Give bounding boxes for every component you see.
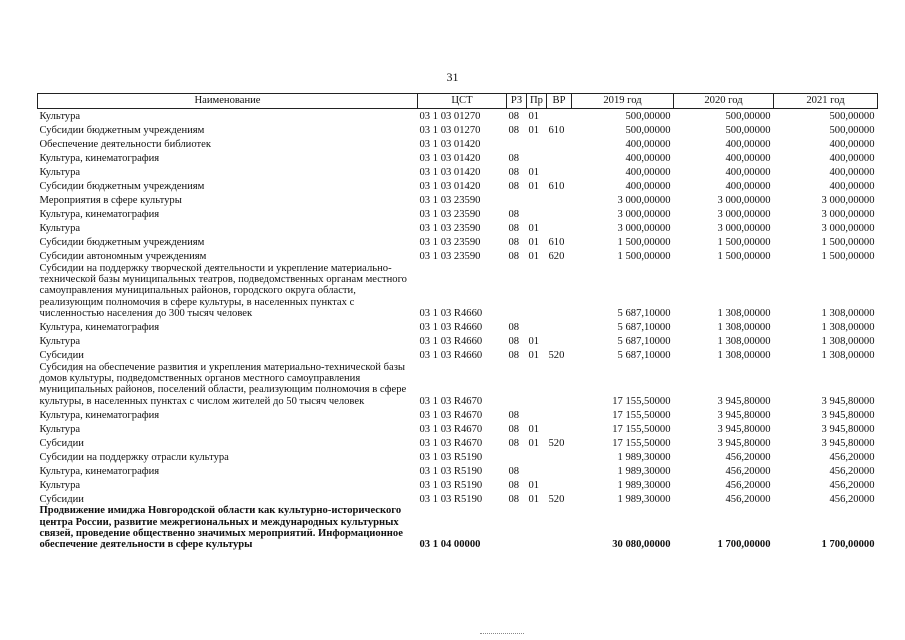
row-rz-cell: 08 [508, 409, 520, 421]
row-2019-cell: 3 000,00000 [617, 223, 671, 235]
row-2021-cell: 3 945,80000 [821, 423, 875, 435]
table-row [38, 334, 878, 348]
row-vr-cell [547, 421, 572, 435]
row-2020-cell: 1 308,00000 [717, 308, 771, 320]
row-cst-cell: 03 1 03 01270 [419, 125, 481, 137]
table-row [38, 249, 878, 263]
table-row [38, 221, 878, 235]
row-pr-cell [527, 449, 547, 463]
row-2019-cell: 400,00000 [625, 139, 671, 151]
table-row [38, 193, 878, 207]
row-rz-cell: 08 [508, 336, 520, 348]
table-row [38, 477, 878, 491]
row-2021-cell: 1 500,00000 [821, 251, 875, 263]
row-cst-cell: 03 1 03 01420 [419, 153, 481, 165]
row-2021-cell: 400,00000 [829, 153, 875, 165]
row-name-cell: Культура, кинематография [39, 153, 160, 165]
row-pr-cell [527, 263, 547, 320]
row-cst-cell: 03 1 03 R4670 [419, 423, 483, 435]
row-vr-cell: 520 [548, 350, 565, 362]
row-2019-cell: 1 989,30000 [617, 451, 671, 463]
row-2020-cell: 3 000,00000 [717, 195, 771, 207]
row-pr-cell: 01 [528, 167, 540, 179]
row-vr-cell [547, 137, 572, 151]
row-pr-cell [527, 320, 547, 334]
row-2020-cell: 3 945,80000 [717, 409, 771, 421]
page-number: 31 [446, 70, 459, 84]
header-2019: 2019 год [572, 94, 674, 109]
table-row [38, 179, 878, 193]
row-2019-cell: 5 687,10000 [617, 308, 671, 320]
table-row [38, 151, 878, 165]
row-vr-cell [547, 207, 572, 221]
row-name-cell: Субсидии на поддержку отрасли культура [39, 451, 229, 463]
row-name-cell: Культура, кинематография [39, 209, 160, 221]
row-2021-cell: 456,20000 [829, 465, 875, 477]
row-rz-cell: 08 [508, 125, 520, 137]
table-row [38, 320, 878, 334]
row-2020-cell: 3 000,00000 [717, 223, 771, 235]
row-name-cell: Культура [39, 336, 81, 348]
row-name-cell: Субсидии бюджетным учреждениям [39, 181, 205, 193]
row-pr-cell: 01 [528, 125, 540, 137]
row-cst-cell: 03 1 03 01270 [419, 111, 481, 123]
row-2020-cell: 1 308,00000 [717, 350, 771, 362]
row-vr-cell: 520 [548, 493, 565, 505]
row-name-cell: Культура [39, 223, 81, 235]
row-pr-cell: 01 [528, 479, 540, 491]
row-2019-cell: 5 687,10000 [617, 336, 671, 348]
row-cst-cell: 03 1 03 01420 [419, 139, 481, 151]
row-name-cell: Субсидии [39, 350, 84, 362]
row-name-cell: Субсидии бюджетным учреждениям [39, 237, 205, 249]
row-cst-cell: 03 1 03 R5190 [419, 479, 483, 491]
row-pr-cell [527, 193, 547, 207]
table-row [38, 491, 878, 505]
row-2019-cell: 400,00000 [625, 181, 671, 193]
row-2021-cell: 3 000,00000 [821, 223, 875, 235]
row-rz-cell [507, 193, 527, 207]
row-cst-cell: 03 1 03 01420 [419, 167, 481, 179]
row-pr-cell: 01 [528, 493, 540, 505]
row-cst-cell: 03 1 04 00000 [419, 539, 481, 551]
row-name-cell: Обеспечение деятельности библиотек [39, 139, 211, 151]
row-2019-cell: 1 500,00000 [617, 251, 671, 263]
row-pr-cell: 01 [528, 437, 540, 449]
row-rz-cell: 08 [508, 153, 520, 165]
row-2019-cell: 1 989,30000 [617, 493, 671, 505]
row-vr-cell: 520 [548, 437, 565, 449]
row-2020-cell: 3 945,80000 [717, 423, 771, 435]
row-cst-cell: 03 1 03 R4660 [419, 336, 483, 348]
row-2019-cell: 17 155,50000 [612, 437, 671, 449]
row-2020-cell: 456,20000 [725, 493, 771, 505]
row-cst-cell: 03 1 03 R4670 [419, 395, 483, 407]
row-vr-cell: 610 [548, 125, 565, 137]
row-rz-cell [507, 263, 527, 320]
row-name-cell: Субсидия на обеспечение развития и укрепления материально-технической базы домов культуры, подведомственных органов местного самоуправления муниципальных районов, поселений области, реализующим полномочия в сфере культуры, в населенных пунктах с числом жителей до 50 тысяч человек [39, 361, 407, 407]
row-vr-cell [547, 407, 572, 421]
row-2019-cell: 5 687,10000 [617, 322, 671, 334]
row-2020-cell: 500,00000 [725, 111, 771, 123]
row-2020-cell: 400,00000 [725, 181, 771, 193]
row-name-cell: Культура, кинематография [39, 322, 160, 334]
row-rz-cell [507, 137, 527, 151]
row-2019-cell: 3 000,00000 [617, 195, 671, 207]
row-2020-cell: 3 000,00000 [717, 209, 771, 221]
row-2020-cell: 1 500,00000 [717, 237, 771, 249]
row-rz-cell: 08 [508, 322, 520, 334]
row-cst-cell: 03 1 03 R5190 [419, 451, 483, 463]
table-row [38, 263, 878, 320]
row-pr-cell: 01 [528, 336, 540, 348]
row-vr-cell [547, 109, 572, 123]
row-vr-cell [547, 334, 572, 348]
table-row [38, 207, 878, 221]
row-2021-cell: 400,00000 [829, 167, 875, 179]
row-pr-cell: 01 [528, 251, 540, 263]
row-2019-cell: 500,00000 [625, 125, 671, 137]
row-name-cell: Продвижение имиджа Новгородской области как культурно-исторического центра России, развитие межрегиональных и международных культурных связей, проведение общественно значимых мероприятий. Информационное обеспечение деятельности в сфере культуры [39, 505, 403, 551]
row-2020-cell: 1 500,00000 [717, 251, 771, 263]
row-2020-cell: 1 308,00000 [717, 336, 771, 348]
row-2020-cell: 1 308,00000 [717, 322, 771, 334]
row-vr-cell [547, 263, 572, 320]
row-2021-cell: 3 945,80000 [821, 409, 875, 421]
row-rz-cell [507, 362, 527, 408]
row-2019-cell: 1 500,00000 [617, 237, 671, 249]
row-pr-cell: 01 [528, 350, 540, 362]
row-cst-cell: 03 1 03 R4660 [419, 308, 483, 320]
row-2021-cell: 500,00000 [829, 125, 875, 137]
table-body [38, 109, 878, 551]
row-vr-cell [547, 320, 572, 334]
row-2021-cell: 1 308,00000 [821, 336, 875, 348]
row-name-cell: Культура, кинематография [39, 465, 160, 477]
row-vr-cell [547, 449, 572, 463]
row-2021-cell: 3 945,80000 [821, 437, 875, 449]
row-rz-cell: 08 [508, 465, 520, 477]
row-vr-cell [547, 362, 572, 408]
row-rz-cell: 08 [508, 181, 520, 193]
row-2019-cell: 1 989,30000 [617, 465, 671, 477]
row-2019-cell: 500,00000 [625, 111, 671, 123]
row-cst-cell: 03 1 03 R5190 [419, 465, 483, 477]
row-pr-cell [527, 505, 547, 551]
row-2021-cell: 400,00000 [829, 139, 875, 151]
row-cst-cell: 03 1 03 R5190 [419, 493, 483, 505]
row-vr-cell [547, 505, 572, 551]
row-2021-cell: 400,00000 [829, 181, 875, 193]
row-pr-cell: 01 [528, 181, 540, 193]
row-cst-cell: 03 1 03 R4660 [419, 350, 483, 362]
row-2021-cell: 3 000,00000 [821, 195, 875, 207]
row-name-cell: Субсидии [39, 437, 84, 449]
row-rz-cell: 08 [508, 251, 520, 263]
row-pr-cell: 01 [528, 111, 540, 123]
row-vr-cell [547, 151, 572, 165]
row-2021-cell: 456,20000 [829, 451, 875, 463]
row-2019-cell: 17 155,50000 [612, 409, 671, 421]
row-name-cell: Субсидии на поддержку творческой деятельности и укрепление материально-технической базы муниципальных театров, подведомственных органам местного самоуправления муниципальных районов, городского округа области, реализующим полномочия в сфере культуры, в населенных пунктах с численностью населения до 300 тысяч человек [39, 262, 407, 320]
header-2020: 2020 год [674, 94, 774, 109]
header-2021: 2021 год [774, 94, 878, 109]
row-vr-cell [547, 463, 572, 477]
row-2020-cell: 456,20000 [725, 451, 771, 463]
table-row [38, 505, 878, 551]
row-2021-cell: 1 500,00000 [821, 237, 875, 249]
row-2020-cell: 456,20000 [725, 465, 771, 477]
row-vr-cell: 610 [548, 181, 565, 193]
row-cst-cell: 03 1 03 R4670 [419, 409, 483, 421]
row-rz-cell: 08 [508, 350, 520, 362]
row-2021-cell: 1 308,00000 [821, 308, 875, 320]
row-rz-cell: 08 [508, 479, 520, 491]
row-rz-cell [507, 505, 527, 551]
row-2019-cell: 5 687,10000 [617, 350, 671, 362]
row-pr-cell [527, 463, 547, 477]
row-rz-cell: 08 [508, 167, 520, 179]
row-2020-cell: 500,00000 [725, 125, 771, 137]
row-cst-cell: 03 1 03 R4670 [419, 437, 483, 449]
table-row [38, 435, 878, 449]
row-vr-cell [547, 193, 572, 207]
row-name-cell: Культура [39, 111, 81, 123]
row-name-cell: Культура [39, 479, 81, 491]
row-2020-cell: 400,00000 [725, 139, 771, 151]
row-2020-cell: 1 700,00000 [717, 539, 771, 551]
row-vr-cell [547, 221, 572, 235]
row-cst-cell: 03 1 03 23590 [419, 195, 481, 207]
row-name-cell: Субсидии [39, 493, 84, 505]
row-rz-cell: 08 [508, 493, 520, 505]
row-2020-cell: 3 945,80000 [717, 395, 771, 407]
row-pr-cell [527, 362, 547, 408]
header-cst: ЦСТ [418, 94, 507, 109]
budget-table [37, 93, 878, 551]
row-vr-cell [547, 477, 572, 491]
row-vr-cell: 620 [548, 251, 565, 263]
row-pr-cell [527, 207, 547, 221]
row-2021-cell: 500,00000 [829, 111, 875, 123]
table-row [38, 235, 878, 249]
row-rz-cell: 08 [508, 223, 520, 235]
row-rz-cell [507, 449, 527, 463]
row-2021-cell: 1 308,00000 [821, 350, 875, 362]
row-pr-cell [527, 137, 547, 151]
row-cst-cell: 03 1 03 23590 [419, 223, 481, 235]
table-header [38, 94, 878, 109]
row-2019-cell: 400,00000 [625, 167, 671, 179]
row-2019-cell: 30 080,00000 [612, 539, 671, 551]
row-2019-cell: 17 155,50000 [612, 423, 671, 435]
scan-artifact [480, 633, 524, 637]
row-name-cell: Мероприятия в сфере культуры [39, 195, 182, 207]
row-vr-cell: 610 [548, 237, 565, 249]
row-pr-cell: 01 [528, 423, 540, 435]
row-rz-cell: 08 [508, 237, 520, 249]
row-name-cell: Субсидии бюджетным учреждениям [39, 125, 205, 137]
row-rz-cell: 08 [508, 423, 520, 435]
row-2020-cell: 456,20000 [725, 479, 771, 491]
row-rz-cell: 08 [508, 209, 520, 221]
row-name-cell: Культура, кинематография [39, 409, 160, 421]
row-2019-cell: 17 155,50000 [612, 395, 671, 407]
row-cst-cell: 03 1 03 23590 [419, 251, 481, 263]
row-cst-cell: 03 1 03 23590 [419, 209, 481, 221]
table-row [38, 137, 878, 151]
row-2020-cell: 400,00000 [725, 167, 771, 179]
row-cst-cell: 03 1 03 23590 [419, 237, 481, 249]
row-cst-cell: 03 1 03 R4660 [419, 322, 483, 334]
row-vr-cell [547, 165, 572, 179]
table-row [38, 123, 878, 137]
row-pr-cell [527, 407, 547, 421]
row-name-cell: Культура [39, 167, 81, 179]
row-2019-cell: 3 000,00000 [617, 209, 671, 221]
row-name-cell: Культура [39, 423, 81, 435]
row-2021-cell: 1 308,00000 [821, 322, 875, 334]
row-pr-cell: 01 [528, 223, 540, 235]
table-row [38, 165, 878, 179]
row-2019-cell: 400,00000 [625, 153, 671, 165]
table-row [38, 463, 878, 477]
row-2019-cell: 1 989,30000 [617, 479, 671, 491]
table-row [38, 348, 878, 362]
row-pr-cell [527, 151, 547, 165]
table-row [38, 449, 878, 463]
table-row [38, 421, 878, 435]
table-row [38, 109, 878, 123]
header-vr: ВР [547, 94, 572, 109]
row-name-cell: Субсидии автономным учреждениям [39, 251, 207, 263]
row-cst-cell: 03 1 03 01420 [419, 181, 481, 193]
row-2021-cell: 1 700,00000 [821, 539, 875, 551]
header-name: Наименование [38, 94, 418, 109]
header-rz: РЗ [507, 94, 527, 109]
row-2021-cell: 3 945,80000 [821, 395, 875, 407]
table-row [38, 362, 878, 408]
table-row [38, 407, 878, 421]
row-2020-cell: 400,00000 [725, 153, 771, 165]
row-2020-cell: 3 945,80000 [717, 437, 771, 449]
row-rz-cell: 08 [508, 111, 520, 123]
row-2021-cell: 456,20000 [829, 493, 875, 505]
row-2021-cell: 3 000,00000 [821, 209, 875, 221]
row-2021-cell: 456,20000 [829, 479, 875, 491]
row-rz-cell: 08 [508, 437, 520, 449]
header-pr: Пр [527, 94, 547, 109]
row-pr-cell: 01 [528, 237, 540, 249]
